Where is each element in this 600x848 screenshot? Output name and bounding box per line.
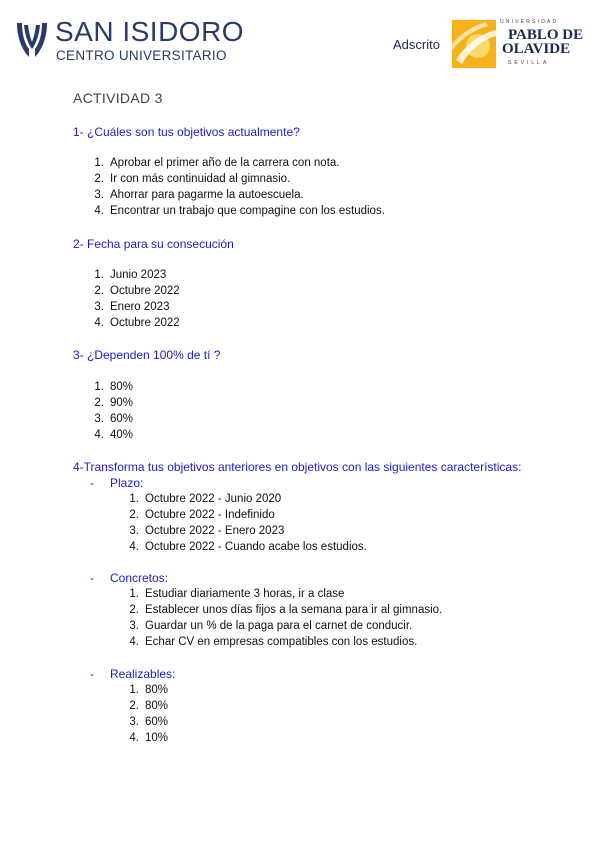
adscrito-label: Adscrito [393,37,440,52]
partner-name-line2: OLAVIDE [502,41,571,57]
san-isidoro-logo [15,16,245,67]
question-1-heading: 1- ¿Cuáles son tus objetivos actualmente? [73,125,300,139]
partner-bottom-text: SEVILLA [508,60,550,66]
san-isidoro-mark-icon [15,19,49,59]
question-4-heading: 4-Transforma tus objetivos anteriores en objetivos con las siguientes características: [73,460,522,474]
document-title: ACTIVIDAD 3 [73,90,163,106]
partner-top-text: UNIVERSIDAD [500,19,559,25]
olavide-sun-icon [452,20,496,68]
document-page: SAN ISIDORO CENTRO UNIVERSITARIO Adscrito UNIVERSIDAD PABLO DE OLAVIDE SEVILLA ACTIVIDAD 3 1- ¿Cuáles son tus objetivos actualmente? 1. Aprobar el primer año de la carrera con nota. 2. Ir con más continuidad al gimnasio. 3. Ahorrar para pagarme la autoescuela. 4. Encontrar un trabajo que compagine con los estudios. 2- Fecha para su consecución 1. Junio 2023 2. Octubre 2022 3. Enero 2023 4. Octubre 2022 3- ¿Dependen 100% de tí ? 1. 80% 2. 90% 3. 60% 4. 40% 4-Transforma tus objetivos anteriores en objetivos con las siguientes características: - Plazo: 1. Octubre 2022 - Junio 2020 2. Octubre 2022 - Indefinido 3. Octubre 2022 - Enero 2023 4. Octubre 2022 - Cuando acabe los estudios. - Concretos: 1. Estudiar diariamente 3 horas, ir a clase 2. Establecer unos días fijos a la semana para ir al gimnasio. 3. Guardar un % de la paga para el carnet de conducir. 4. Echar CV en empresas compatibles con los estudios. - Realizables: 1. 80% 2. 80% 3. 60% 4. 10% [0,0,600,848]
partner-name-line1: PABLO DE [508,27,584,43]
pablo-olavide-logo [452,18,584,70]
question-2-heading: 2- Fecha para su consecución [73,237,234,251]
logo-title: SAN ISIDORO [55,16,245,47]
question-3-heading: 3- ¿Dependen 100% de tí ? [73,348,221,362]
logo-subtitle: CENTRO UNIVERSITARIO [56,48,227,63]
